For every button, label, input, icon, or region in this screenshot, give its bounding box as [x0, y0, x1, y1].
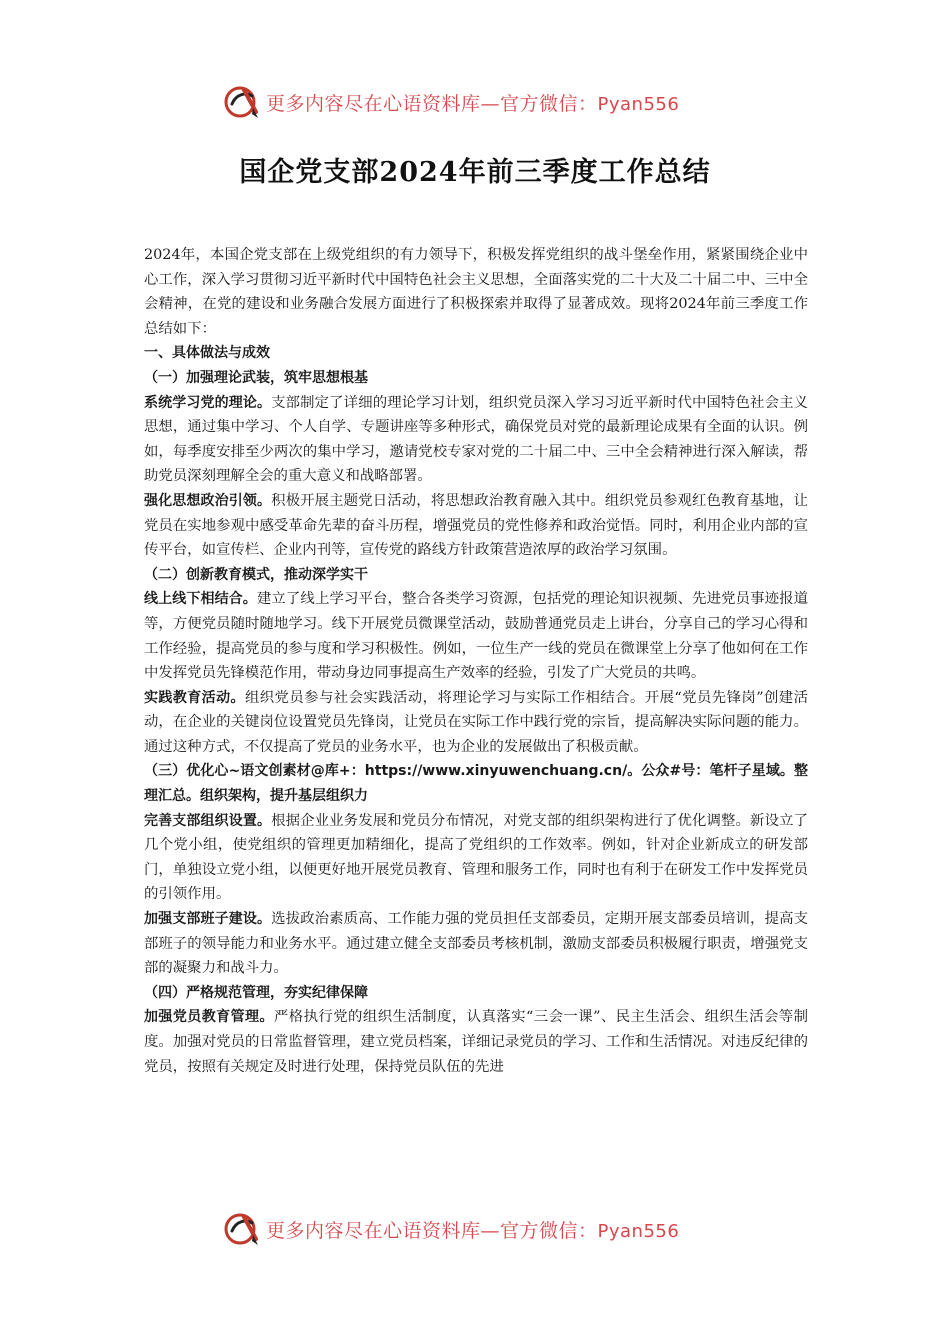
document-body [144, 243, 808, 1079]
paragraph-lead: 完善支部组织设置。 [144, 812, 272, 829]
paragraph-text: 支部制定了详细的理论学习计划，组织党员深入学习习近平新时代中国特色社会主义思想，通过集中学习、个人自学、专题讲座等多种形式，确保党员对党的最新理论成果有全面的认识。例如，每季度安排至少两次的集中学习，邀请党校专家对党的二十届二中、三中全会精神进行深入解读，帮助党员深刻理解全会的重大意义和战略部署。 [144, 394, 808, 485]
section-heading-1: 一、具体做法与成效 [144, 345, 270, 362]
paragraph-lead: 强化思想政治引领。 [144, 492, 272, 509]
paragraph-7 [144, 1005, 808, 1079]
paragraph-text: 建立了线上学习平台，整合各类学习资源，包括党的理论知识视频、先进党员事迹报道等，方便党员随时随地学习。线下开展党员微课堂活动，鼓励普通党员走上讲台，分享自己的学习心得和工作经验，提高党员的参与度和学习积极性。例如，一位生产一线的党员在微课堂上分享了他如何在工作中发挥党员先锋模范作用，带动身边同事提高生产效率的经验，引发了广大党员的共鸣。 [144, 591, 808, 682]
wechat-id: Pyan556 [597, 1220, 680, 1242]
document-title: 国企党支部2024年前三季度工作总结 [239, 157, 711, 188]
paragraph-4 [144, 686, 808, 760]
brush-logo-icon [222, 82, 262, 122]
footer-watermark-banner [222, 1207, 742, 1251]
paragraph-lead: 系统学习党的理论。 [144, 394, 272, 411]
paragraph-text: 选拔政治素质高、工作能力强的党员担任支部委员，定期开展支部委员培训，提高支部班子的领导能力和业务水平。通过建立健全支部委员考核机制，激励支部委员积极履行职责，增强党支部的凝聚力和战斗力。 [144, 911, 808, 977]
paragraph-lead: 实践教育活动。 [144, 689, 245, 706]
brush-logo-icon [222, 1209, 262, 1249]
paragraph-6 [144, 907, 808, 981]
intro-paragraph: 2024年，本国企党支部在上级党组织的有力领导下，积极发挥党组织的战斗堡垒作用，紧紧围绕企业中心工作，深入学习贯彻习近平新时代中国特色社会主义思想，全面落实党的二十大及二十届二中、三中全会精神，在党的建设和业务融合发展方面进行了积极探索并取得了显著成效。现将2024年前三季度工作总结如下： [144, 247, 808, 337]
subsection-heading-3: （三）优化心~语文创素材@库+：https://www.xinyuwenchuang.cn/。公众#号：笔杆子星域。整理汇总。组织架构，提升基层组织力 [144, 763, 808, 805]
paragraph-text: 严格执行党的组织生活制度，认真落实“三会一课”、民主生活会、组织生活会等制度。加强对党员的日常监督管理，建立党员档案，详细记录党员的学习、工作和生活情况。对违反纪律的党员，按照有关规定及时进行处理，保持党员队伍的先进 [144, 1009, 808, 1075]
watermark-text: 更多内容尽在心语资料库—官方微信：Pyan556 [266, 1219, 680, 1242]
paragraph-1 [144, 391, 808, 489]
paragraph-2 [144, 489, 808, 563]
subsection-heading-1: （一）加强理论武装，筑牢思想根基 [144, 369, 368, 386]
wechat-id: Pyan556 [597, 93, 680, 115]
paragraph-5 [144, 809, 808, 907]
paragraph-lead: 加强党员教育管理。 [144, 1009, 274, 1026]
subsection-heading-4: （四）严格规范管理，夯实纪律保障 [144, 984, 368, 1001]
paragraph-text: 积极开展主题党日活动，将思想政治教育融入其中。组织党员参观红色教育基地，让党员在实地参观中感受革命先辈的奋斗历程，增强党员的党性修养和政治觉悟。同时，利用企业内部的宣传平台，如宣传栏、企业内刊等，宣传党的路线方针政策营造浓厚的政治学习氛围。 [144, 492, 808, 559]
paragraph-lead: 线上线下相结合。 [144, 591, 257, 608]
paragraph-text: 组织党员参与社会实践活动，将理论学习与实际工作相结合。开展“党员先锋岗”创建活动，在企业的关键岗位设置党员先锋岗，让党员在实际工作中践行党的宗旨，提高解决实际问题的能力。通过这种方式，不仅提高了党员的业务水平，也为企业的发展做出了积极贡献。 [144, 689, 809, 755]
paragraph-lead: 加强支部班子建设。 [144, 911, 272, 928]
watermark-text: 更多内容尽在心语资料库—官方微信：Pyan556 [266, 92, 680, 115]
subsection-heading-2: （二）创新教育模式，推动深学实干 [144, 566, 368, 583]
paragraph-3 [144, 587, 808, 685]
paragraph-text: 根据企业业务发展和党员分布情况，对党支部的组织架构进行了优化调整。新设立了几个党小组，使党组织的管理更加精细化，提高了党组织的工作效率。例如，针对企业新成立的研发部门，单独设立党小组，以便更好地开展党员教育、管理和服务工作，同时也有利于在研发工作中发挥党员的引领作用。 [144, 812, 808, 903]
header-watermark-banner [222, 80, 742, 124]
